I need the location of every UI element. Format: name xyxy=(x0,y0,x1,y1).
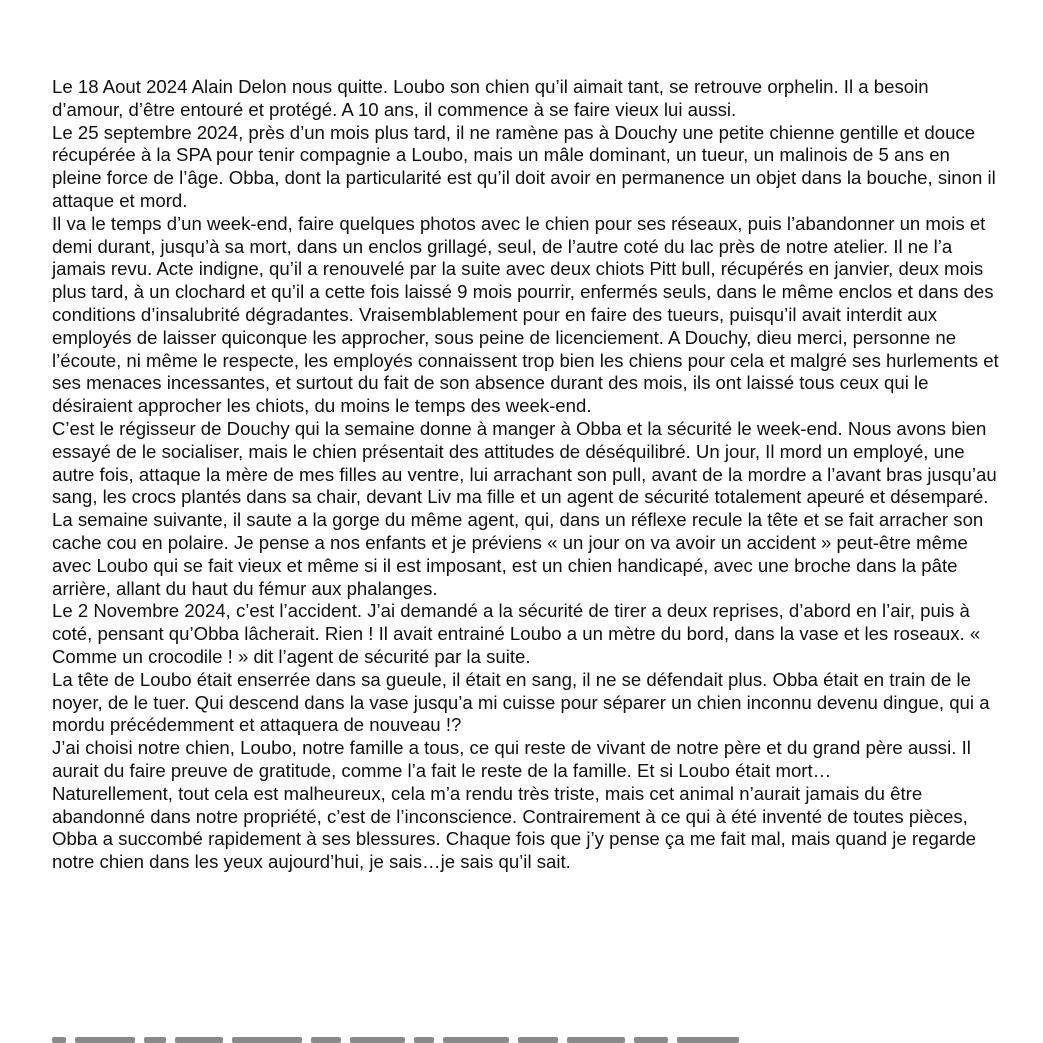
paragraph-7: J’ai choisi notre chien, Loubo, notre famille a tous, ce qui reste de vivant de notre père et du grand père aussi. Il aurait du faire preuve de gratitude, comme l’a fait le reste de la famille. Et si Loubo était mort… xyxy=(52,737,971,781)
document-body xyxy=(52,76,1002,874)
paragraph-3: Il va le temps d’un week-end, faire quelques photos avec le chien pour ses réseaux, puis l’abandonner un mois et demi durant, jusqu’à sa mort, dans un enclos grillagé, seul, de l’autre coté du lac près de notre atelier. Il ne l’a jamais revu. Acte indigne, qu’il a renouvelé par la suite avec deux chiots Pitt bull, récupérés en janvier, deux mois plus tard, à un clochard et qu’il a cette fois laissé 9 mois pourrir, enfermés seuls, dans le même enclos et dans des conditions d’insalubrité dégradantes. Vraisemblablement pour en faire des tueurs, puisqu’il avait interdit aux employés de laisser quiconque les approcher, sous peine de licenciement. A Douchy, dieu merci, personne ne l’écoute, ni même le respecte, les employés connaissent trop bien les chiens pour cela et malgré ses hurlements et ses menaces incessantes, et surtout du fait de son absence durant des mois, ils ont laissé tous ceux qui le désiraient approcher les chiots, du moins le temps des week-end. xyxy=(52,212,999,417)
cut-off-text-line xyxy=(52,1034,912,1043)
paragraph-6: La tête de Loubo était enserrée dans sa gueule, il était en sang, il ne se défendait plus. Obba était en train de le noyer, de le tuer. Qui descend dans la vase jusqu’a mi cuisse pour séparer un chien inconnu devenu dingue, qui a mordu précédemment et attaquera de nouveau !? xyxy=(52,668,990,736)
paragraph-8: Naturellement, tout cela est malheureux, cela m’a rendu très triste, mais cet animal n’aurait jamais du être abandonné dans notre propriété, c’est de l’inconscience. Contrairement à ce qui à été inventé de toutes pièces, Obba a succombé rapidement à ses blessures. Chaque fois que j’y pense ça me fait mal, mais quand je regarde notre chien dans les yeux aujourd’hui, je sais…je sais qu’il sait. xyxy=(52,782,976,873)
paragraph-4: C’est le régisseur de Douchy qui la semaine donne à manger à Obba et la sécurité le week-end. Nous avons bien essayé de le socialiser, mais le chien présentait des attitudes de déséquilibré. Un jour, Il mord un employé, une autre fois, attaque la mère de mes filles au ventre, lui arrachant son pull, avant de la mordre a l’avant bras jusqu’au sang, les crocs plantés dans sa chair, devant Liv ma fille et un agent de sécurité totalement apeuré et désemparé. La semaine suivante, il saute a la gorge du même agent, qui, dans un réflexe recule la tête et se fait arracher son cache cou en polaire. Je pense a nos enfants et je préviens « un jour on va avoir un accident » peut-être même avec Loubo qui se fait vieux et même si il est imposant, est un chien handicapé, avec une broche dans la pâte arrière, allant du haut du fémur aux phalanges. xyxy=(52,417,997,599)
paragraph-1: Le 18 Aout 2024 Alain Delon nous quitte. Loubo son chien qu’il aimait tant, se retrouve orphelin. Il a besoin d’amour, d’être entouré et protégé. A 10 ans, il commence à se faire vieux lui aussi. xyxy=(52,76,929,120)
paragraph-2: Le 25 septembre 2024, près d’un mois plus tard, il ne ramène pas à Douchy une petite chienne gentille et douce récupérée à la SPA pour tenir compagnie a Loubo, mais un mâle dominant, un tueur, un malinois de 5 ans en pleine force de l’âge. Obba, dont la particularité est qu’il doit avoir en permanence un objet dans la bouche, sinon il attaque et mord. xyxy=(52,121,996,211)
paragraph-5: Le 2 Novembre 2024, c’est l’accident. J’ai demandé a la sécurité de tirer a deux reprises, d’abord en l’air, puis à coté, pensant qu’Obba lâcherait. Rien ! Il avait entrainé Loubo a un mètre du bord, dans la vase et les roseaux. « Comme un crocodile ! » dit l’agent de sécurité par la suite. xyxy=(52,600,981,667)
